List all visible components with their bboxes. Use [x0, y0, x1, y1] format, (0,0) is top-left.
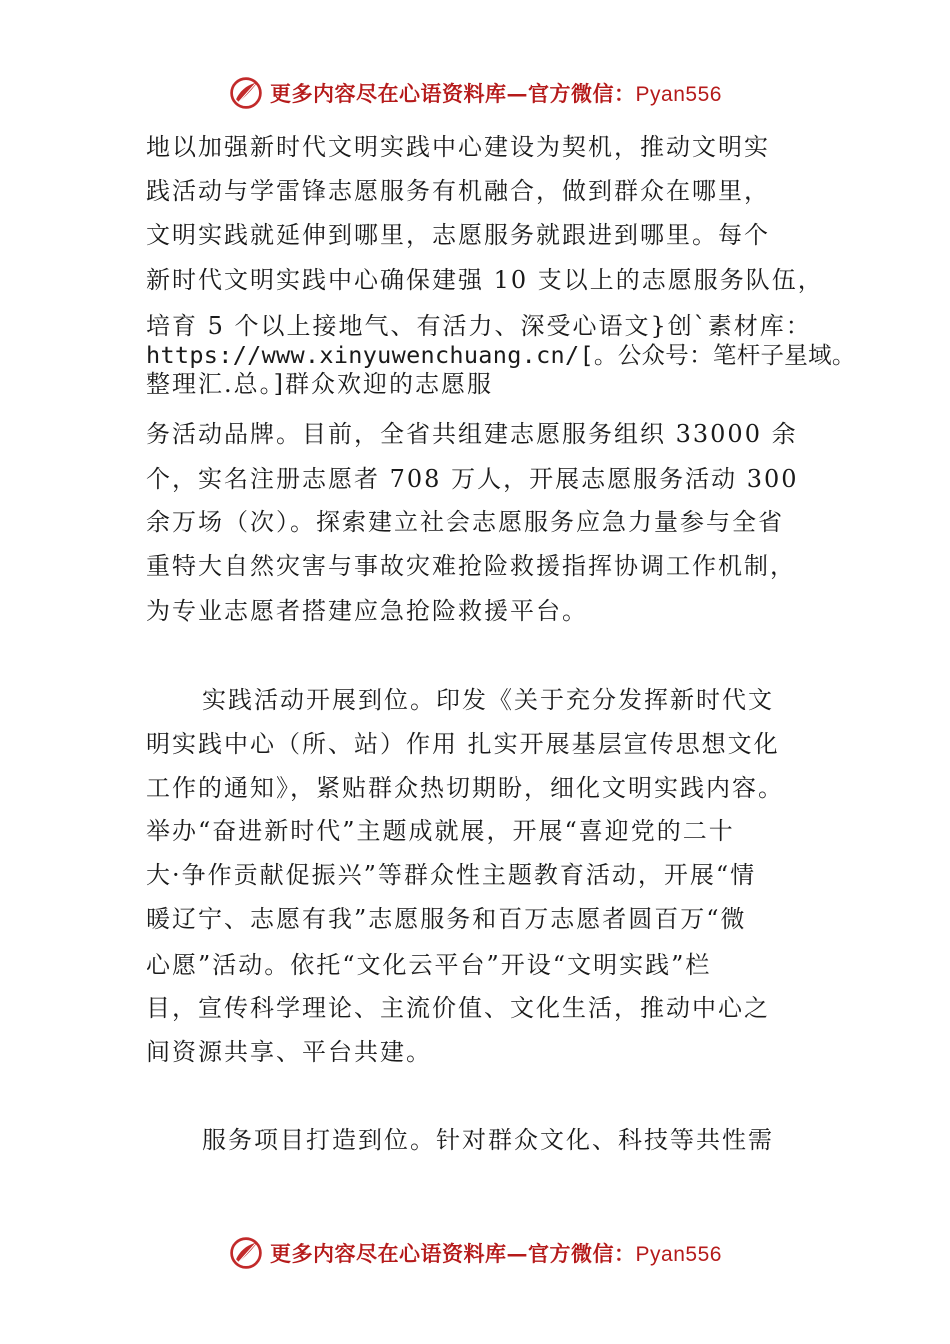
footer-watermark-banner [0, 1228, 950, 1278]
text-line: 实践活动开展到位。印发《关于充分发挥新时代文 [202, 686, 774, 714]
banner-wechat-id: Pyan556 [635, 1243, 722, 1266]
text-line: 务活动品牌。目前，全省共组建志愿服务组织 33000 余 [146, 420, 798, 448]
text-line: 重特大自然灾害与事故灾难抢险救援指挥协调工作机制， [146, 552, 796, 580]
banner-text [270, 1238, 722, 1268]
text-line: 工作的通知》，紧贴群众热切期盼，细化文明实践内容。 [146, 774, 784, 802]
text-line: 服务项目打造到位。针对群众文化、科技等共性需 [202, 1126, 774, 1154]
banner-wechat-id: Pyan556 [635, 83, 722, 106]
text-line: 举办“奋进新时代”主题成就展，开展“喜迎党的二十 [146, 817, 735, 845]
text-line: 明实践中心（所、站）作用 扎实开展基层宣传思想文化 [146, 730, 780, 758]
text-line: 文明实践就延伸到哪里，志愿服务就跟进到哪里。每个 [146, 221, 770, 249]
banner-slogan: 更多内容尽在心语资料库—官方微信： [270, 81, 636, 106]
text-line: 间资源共享、平台共建。 [146, 1038, 432, 1066]
text-line: 为专业志愿者搭建应急抢险救援平台。 [146, 597, 588, 625]
text-line: 目，宣传科学理论、主流价值、文化生活，推动中心之 [146, 994, 770, 1022]
text-line: 整理汇.总。]群众欢迎的志愿服 [146, 370, 493, 398]
text-line: 新时代文明实践中心确保建强 10 支以上的志愿服务队伍， [146, 266, 824, 294]
text-line: 大·争作贡献促振兴”等群众性主题教育活动，开展“情 [146, 861, 757, 889]
text-line: 暖辽宁、志愿有我”志愿服务和百万志愿者圆百万“微 [146, 905, 747, 933]
text-line: 培育 5 个以上接地气、有活力、深受心语文}创`素材库： [146, 312, 812, 340]
text-line: 个，实名注册志愿者 708 万人，开展志愿服务活动 300 [146, 465, 799, 493]
text-line: 地以加强新时代文明实践中心建设为契机，推动文明实 [146, 133, 770, 161]
red-circle-leaf-logo-icon [228, 1235, 264, 1271]
banner-slogan: 更多内容尽在心语资料库—官方微信： [270, 1241, 636, 1266]
text-line: 践活动与学雷锋志愿服务有机融合，做到群众在哪里， [146, 177, 770, 205]
text-line: 心愿”活动。依托“文化云平台”开设“文明实践”栏 [146, 951, 712, 979]
text-line: 余万场（次）。探索建立社会志愿服务应急力量参与全省 [146, 508, 784, 536]
text-line: https://www.xinyuwenchuang.cn/[。公众号：笔杆子星域。 [146, 341, 856, 369]
